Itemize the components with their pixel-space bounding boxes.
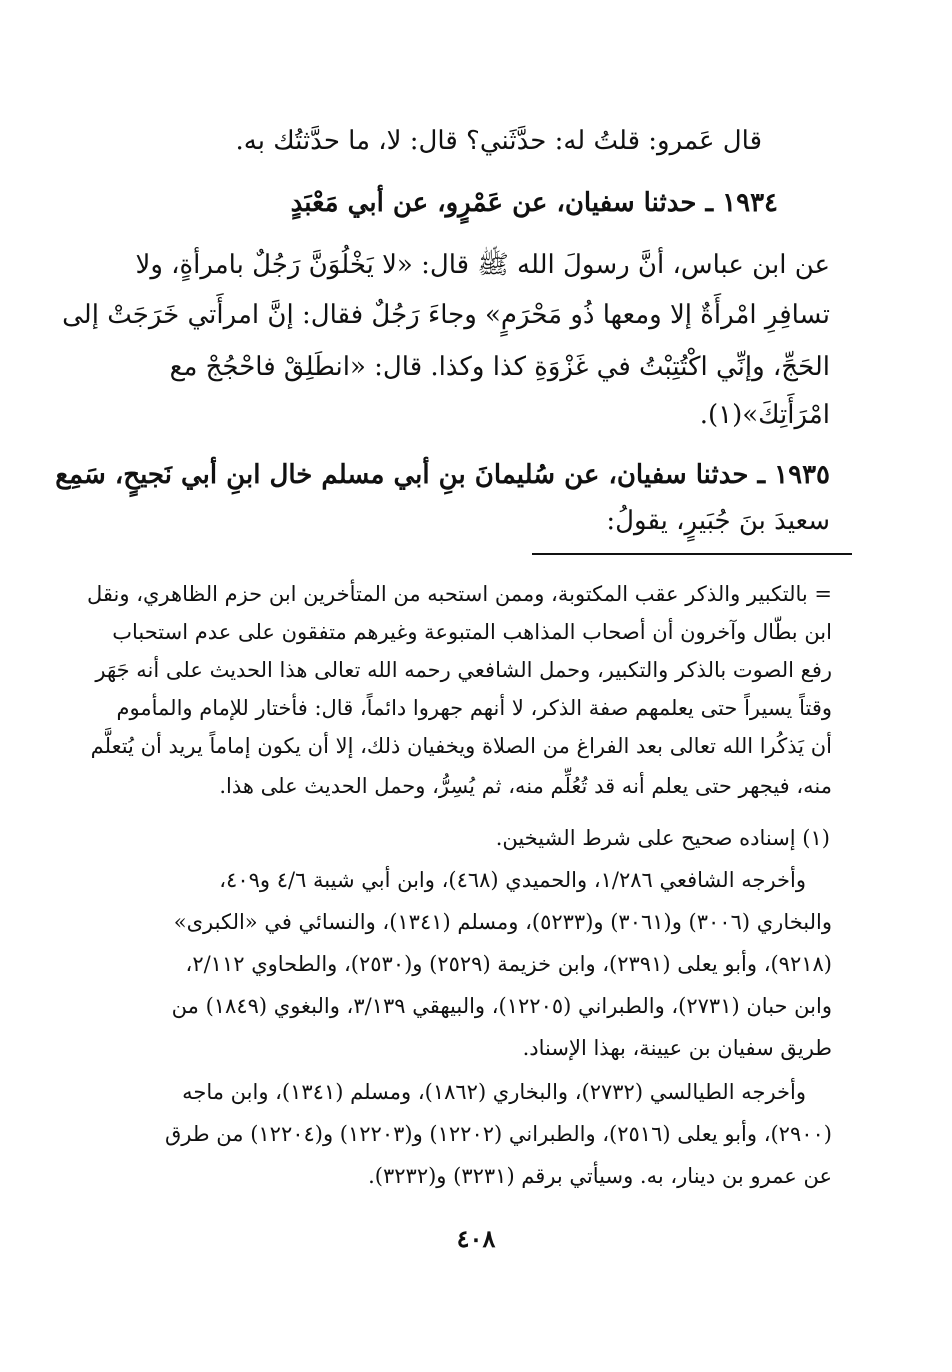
footnote-line: أن يَذكُرا الله تعالى بعد الفراغ من الصلاة ويخفيان ذلك، إلا أن يكون إماماً يريد أن يُتعلَّم — [90, 734, 832, 758]
footnote-line: طريق سفيان بن عيينة، بهذا الإسناد. — [522, 1036, 832, 1060]
footnote-separator — [532, 553, 852, 555]
text-line: قال عَمرو: قلتُ له: حدَّثَني؟ قال: لا، ما حدَّثتُك به. — [235, 126, 762, 156]
hadith-number-line: ١٩٣٤ ـ حدثنا سفيان، عن عَمْرٍو، عن أبي مَعْبَدٍ — [290, 188, 778, 218]
footnote-line: ابن بطّال وآخرون أن أصحاب المذاهب المتبوعة وغيرهم متفقون على عدم استحباب — [112, 620, 832, 644]
text-line: سعيدَ بنَ جُبَيرٍ، يقولُ: — [606, 506, 830, 536]
footnote-line: وأخرجه الشافعي ١/٢٨٦، والحميدي (٤٦٨)، وابن أبي شيبة ٤/٦ و٤٠٩، — [219, 868, 806, 892]
text-line: امْرَأَتِكَ»(١). — [699, 400, 830, 430]
page-number: ٤٠٨ — [456, 1224, 496, 1253]
footnote-line: منه، فيجهر حتى يعلم أنه قد تُعُلِّم منه، ثم يُسِرُّ، وحمل الحديث على هذا. — [219, 774, 832, 798]
hadith-number-line: ١٩٣٥ ـ حدثنا سفيان، عن سُليمانَ بنِ أبي مسلم خال ابنِ أبي نَجيحٍ، سَمِع — [55, 460, 830, 490]
footnote-line: (٢٩٠٠)، وأبو يعلى (٢٥١٦)، والطبراني (١٢٢٠٢) و(١٢٢٠٣) و(١٢٢٠٤) من طرق — [165, 1122, 832, 1146]
footnote-line: وأخرجه الطيالسي (٢٧٣٢)، والبخاري (١٨٦٢)، ومسلم (١٣٤١)، وابن ماجه — [182, 1080, 806, 1104]
footnote-line: رفع الصوت بالذكر والتكبير، وحمل الشافعي رحمه الله تعالى هذا الحديث على أنه جَهَر — [95, 658, 832, 682]
text-line: الحَجِّ، وإنِّي اكْتُتِبْتُ في غَزْوَةِ كذا وكذا. قال: «انطَلِقْ فاحْجُجْ مع — [169, 352, 830, 382]
footnote-line: والبخاري (٣٠٠٦) و(٣٠٦١) و(٥٢٣٣)، ومسلم (١٣٤١)، والنسائي في «الكبرى» — [173, 910, 832, 934]
footnote-line: وقتاً يسيراً حتى يعلمهم صفة الذكر، لا أنهم جهروا دائماً، قال: فأختار للإمام والمأموم — [116, 696, 832, 720]
text-line: تسافِرِ امْرأَةٌ إلا ومعها ذُو مَحْرَمٍ» وجاءَ رَجُلٌ فقال: إنَّ امرأَتي خَرَجَتْ إلى — [62, 300, 830, 330]
footnote-line: = بالتكبير والذكر عقب المكتوبة، وممن استحبه من المتأخرين ابن حزم الظاهري، ونقل — [87, 582, 832, 606]
footnote-line: (٩٢١٨)، وأبو يعلى (٢٣٩١)، وابن خزيمة (٢٥٢٩) و(٢٥٣٠)، والطحاوي ٢/١١٢، — [185, 952, 832, 976]
footnote-line: عن عمرو بن دينار، به. وسيأتي برقم (٣٢٣١) و(٣٢٣٢). — [368, 1164, 832, 1188]
footnote-line: (١) إسناده صحيح على شرط الشيخين. — [495, 826, 830, 850]
footnote-line: وابن حبان (٢٧٣١)، والطبراني (١٢٢٠٥)، والبيهقي ٣/١٣٩، والبغوي (١٨٤٩) من — [171, 994, 832, 1018]
text-line: عن ابن عباس، أنَّ رسولَ الله ﷺ قال: «لا يَخْلُوَنَّ رَجُلٌ بامرأةٍ، ولا — [135, 250, 830, 280]
